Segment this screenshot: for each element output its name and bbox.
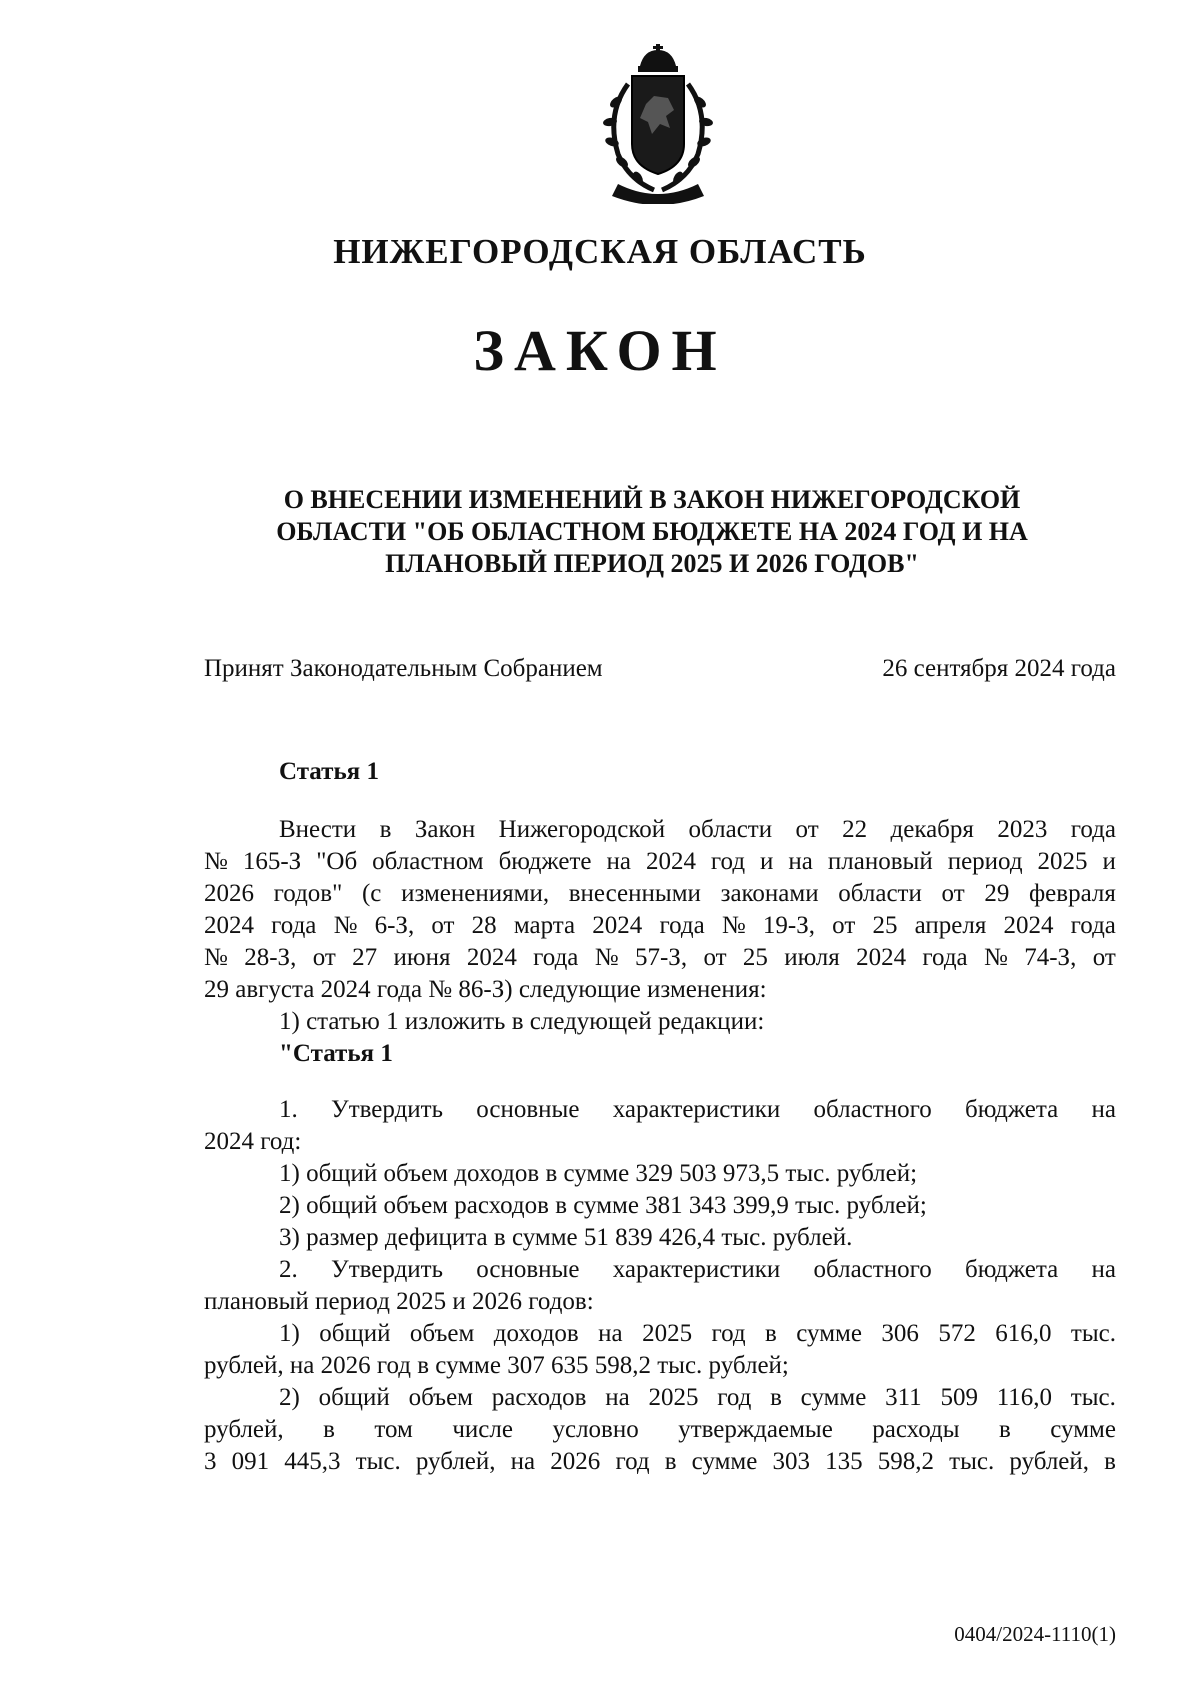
word: на	[598, 1320, 623, 1347]
text-line	[204, 814, 1116, 846]
text-line: 1) общий объем доходов в сумме 329 503 973,5 тыс. рублей;	[279, 1160, 918, 1187]
word: 3	[204, 1448, 217, 1475]
word: 091	[231, 1448, 270, 1475]
text-line	[204, 1446, 1116, 1478]
word: года	[533, 944, 579, 971]
word: условно	[552, 1416, 639, 1443]
word: областного	[813, 1256, 932, 1283]
word: 25	[872, 912, 898, 939]
word: №	[594, 944, 619, 971]
word: от	[703, 944, 727, 971]
word: утверждаемые	[678, 1416, 833, 1443]
word: года	[1070, 912, 1116, 939]
word: Внести	[279, 816, 357, 843]
text-line	[204, 910, 1116, 942]
word: период	[947, 848, 1023, 875]
word: 28	[471, 912, 497, 939]
word: №	[204, 944, 228, 971]
word: 616,0	[995, 1320, 1052, 1347]
word: расходы	[872, 1416, 960, 1443]
adoption-date: 26 сентября 2024 года	[882, 655, 1116, 682]
text-line	[204, 1414, 1116, 1446]
word: от	[431, 912, 455, 939]
word: плановый	[827, 848, 933, 875]
word: областного	[813, 1096, 932, 1123]
article-body	[204, 756, 1116, 1478]
text-line: 1) статью 1 изложить в следующей редакции:	[279, 1008, 765, 1035]
article-heading: Статья 1	[279, 758, 379, 785]
word: июля	[784, 944, 840, 971]
text-line	[204, 1318, 1116, 1350]
word: 28-З,	[244, 944, 297, 971]
word: и	[760, 848, 774, 875]
word: марта	[513, 912, 576, 939]
word: характеристики	[612, 1256, 781, 1283]
word: 27	[352, 944, 378, 971]
word: 2026	[550, 1448, 601, 1475]
word: объем	[409, 1320, 475, 1347]
word: рублей,	[415, 1448, 496, 1475]
word: 2025	[642, 1320, 693, 1347]
text-line	[204, 942, 1116, 974]
word: в	[1104, 1448, 1116, 1475]
word: 1.	[279, 1096, 298, 1123]
text-line: рублей, на 2026 год в сумме 307 635 598,2 тыс. рублей;	[204, 1352, 789, 1379]
word: годов"	[273, 880, 343, 907]
text-line	[204, 846, 1116, 878]
word: год	[711, 1320, 746, 1347]
word: от	[795, 816, 819, 843]
word: Утвердить	[331, 1256, 443, 1283]
document-type-title: ЗАКОН	[473, 318, 727, 383]
word: числе	[452, 1416, 513, 1443]
word: 22	[842, 816, 868, 843]
word: общий	[318, 1384, 390, 1411]
word: год	[717, 1384, 752, 1411]
word: областном	[372, 848, 484, 875]
word: Нижегородской	[498, 816, 666, 843]
word: бюджете	[498, 848, 592, 875]
word: №	[984, 944, 1008, 971]
word: №	[204, 848, 228, 875]
word: в	[664, 1448, 677, 1475]
word: от	[832, 912, 856, 939]
text-line: 2) общий объем расходов в сумме 381 343 399,9 тыс. рублей;	[279, 1192, 927, 1219]
text-line	[204, 1094, 1116, 1126]
text-line	[204, 878, 1116, 910]
word: года	[1070, 816, 1116, 843]
word: 2026	[204, 880, 254, 907]
word: 2025	[648, 1384, 699, 1411]
word: основные	[476, 1096, 580, 1123]
word: декабря	[890, 816, 974, 843]
word: 2024	[1003, 912, 1054, 939]
word: 2024	[466, 944, 517, 971]
word: №	[333, 912, 358, 939]
word: 306	[881, 1320, 919, 1347]
word: года	[271, 912, 317, 939]
word: июня	[393, 944, 451, 971]
word: от	[312, 944, 336, 971]
word: 116,0	[996, 1384, 1053, 1411]
word: основные	[476, 1256, 580, 1283]
word: тыс.	[1070, 1384, 1116, 1411]
word: 2025	[1037, 848, 1088, 875]
coat-of-arms-icon	[588, 44, 728, 204]
word: 135	[825, 1448, 863, 1475]
word: области	[688, 816, 773, 843]
text-line	[204, 1254, 1116, 1286]
word: тыс.	[1070, 1320, 1116, 1347]
word: законами	[720, 880, 819, 907]
word: 165-З	[242, 848, 302, 875]
word: 2)	[279, 1384, 300, 1411]
word: 2.	[279, 1256, 298, 1283]
word: года	[659, 912, 705, 939]
word: 311	[885, 1384, 922, 1411]
word: 6-З,	[374, 912, 415, 939]
word: год	[710, 848, 746, 875]
word: 29	[984, 880, 1010, 907]
word: в	[323, 1416, 335, 1443]
word: февраля	[1028, 880, 1116, 907]
word: Утвердить	[331, 1096, 443, 1123]
word: бюджета	[964, 1096, 1059, 1123]
word: на	[1091, 1256, 1116, 1283]
word: Закон	[414, 816, 476, 843]
word: сумме	[1050, 1416, 1116, 1443]
word: 1)	[279, 1320, 300, 1347]
text-line: 2024 год:	[204, 1128, 302, 1155]
adopted-by: Принят Законодательным Собранием	[204, 655, 603, 682]
word: год	[615, 1448, 650, 1475]
word: характеристики	[612, 1096, 781, 1123]
word: области	[838, 880, 922, 907]
word: на	[510, 1448, 536, 1475]
word: на	[605, 1384, 630, 1411]
word: тыс.	[949, 1448, 995, 1475]
word: в	[770, 1384, 782, 1411]
text-line: 3) размер дефицита в сумме 51 839 426,4 тыс. рублей.	[279, 1224, 853, 1251]
text-line: плановый период 2025 и 2026 годов:	[204, 1288, 594, 1315]
word: от	[1092, 944, 1116, 971]
word: 74-З,	[1024, 944, 1077, 971]
word: 2024	[592, 912, 643, 939]
word: в	[765, 1320, 777, 1347]
word: сумме	[796, 1320, 862, 1347]
coat-of-arms-emblem	[588, 44, 728, 204]
word: сумме	[691, 1448, 758, 1475]
quoted-article-heading: "Статья 1	[279, 1040, 393, 1067]
word: 2024	[856, 944, 907, 971]
text-line	[204, 1382, 1116, 1414]
word: сумме	[800, 1384, 867, 1411]
word: 25	[742, 944, 768, 971]
word: на	[1091, 1096, 1116, 1123]
word: 445,3	[284, 1448, 341, 1475]
word: том	[374, 1416, 413, 1443]
word: года	[922, 944, 968, 971]
word: 598,2	[877, 1448, 935, 1475]
subject-line: ПЛАНОВЫЙ ПЕРИОД 2025 И 2026 ГОДОВ"	[385, 549, 919, 578]
text-line: 29 августа 2024 года № 86-З) следующие изменения:	[204, 976, 767, 1003]
word: апреля	[914, 912, 987, 939]
document-number: 0404/2024-1110(1)	[954, 1622, 1116, 1646]
law-subject-title	[222, 484, 1082, 580]
word: на	[606, 848, 631, 875]
word: рублей,	[1009, 1448, 1090, 1475]
word: рублей,	[204, 1416, 284, 1443]
word: (с	[361, 880, 382, 907]
subject-line: ОБЛАСТИ "ОБ ОБЛАСТНОМ БЮДЖЕТЕ НА 2024 ГОД И НА	[276, 517, 1028, 546]
word: №	[721, 912, 746, 939]
word: 2024	[204, 912, 254, 939]
word: на	[788, 848, 813, 875]
word: 303	[772, 1448, 810, 1475]
word: 509	[940, 1384, 978, 1411]
word: расходов	[491, 1384, 587, 1411]
word: бюджета	[964, 1256, 1059, 1283]
word: 572	[938, 1320, 976, 1347]
word: внесенными	[568, 880, 701, 907]
word: "Об	[316, 848, 358, 875]
word: в	[379, 816, 392, 843]
word: объем	[408, 1384, 474, 1411]
word: 2023	[997, 816, 1048, 843]
word: изменениями,	[401, 880, 550, 907]
word: от	[941, 880, 965, 907]
word: в	[998, 1416, 1011, 1443]
word: доходов	[493, 1320, 579, 1347]
subject-line: О ВНЕСЕНИИ ИЗМЕНЕНИЙ В ЗАКОН НИЖЕГОРОДСКОЙ	[283, 485, 1021, 514]
word: тыс.	[355, 1448, 401, 1475]
word: 19-З,	[762, 912, 815, 939]
word: 2024	[645, 848, 696, 875]
region-title: НИЖЕГОРОДСКАЯ ОБЛАСТЬ	[333, 232, 867, 271]
word: общий	[319, 1320, 391, 1347]
word: 57-З,	[634, 944, 688, 971]
word: и	[1102, 848, 1116, 875]
